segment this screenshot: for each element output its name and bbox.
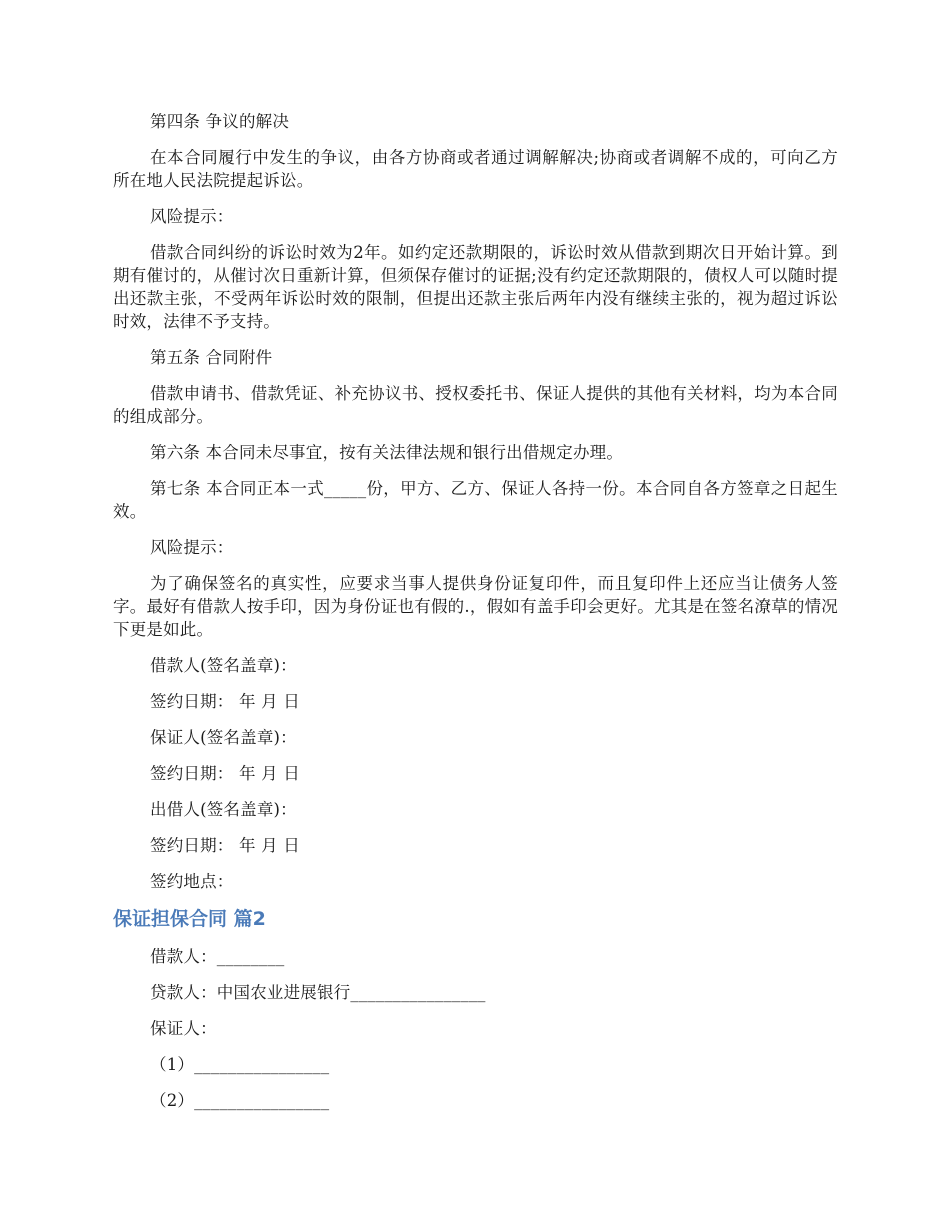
signature-lender: 出借人(签名盖章)： <box>150 800 297 819</box>
signature-place: 签约地点： <box>150 872 234 891</box>
document-page <box>113 110 838 1125</box>
article4-risk-label: 风险提示： <box>150 207 234 226</box>
signature-date-3: 签约日期： 年 月 日 <box>150 836 300 855</box>
section2-guarantor-2: （2）________________ <box>150 1091 330 1110</box>
article7-risk-label: 风险提示： <box>150 538 234 557</box>
article5-title: 第五条 合同附件 <box>150 348 273 367</box>
section2-heading: 保证担保合同 篇2 <box>113 908 266 930</box>
article4-body: 在本合同履行中发生的争议，由各方协商或者通过调解解决;协商或者调解不成的，可向乙方所在地人民法院提起诉讼。 <box>113 148 838 190</box>
section2-guarantor: 保证人： <box>150 1019 217 1038</box>
signature-date-2: 签约日期： 年 月 日 <box>150 764 300 783</box>
signature-guarantor: 保证人(签名盖章)： <box>150 728 297 747</box>
section2-guarantor-1: （1）________________ <box>150 1055 330 1074</box>
article7-risk-body: 为了确保签名的真实性，应要求当事人提供身份证复印件，而且复印件上还应当让债务人签字。最好有借款人按手印，因为身份证也有假的.，假如有盖手印会更好。尤其是在签名潦草的情况下更是如此。 <box>113 574 838 639</box>
article6-body: 第六条 本合同未尽事宜，按有关法律法规和银行出借规定办理。 <box>150 443 624 462</box>
article5-body: 借款申请书、借款凭证、补充协议书、授权委托书、保证人提供的其他有关材料，均为本合同的组成部分。 <box>113 384 838 426</box>
section2-lender: 贷款人：中国农业进展银行________________ <box>150 983 486 1002</box>
signature-date-1: 签约日期： 年 月 日 <box>150 692 300 711</box>
section2-borrower: 借款人：________ <box>150 947 285 966</box>
article4-title: 第四条 争议的解决 <box>150 112 290 131</box>
signature-borrower: 借款人(签名盖章)： <box>150 656 297 675</box>
article4-risk-body: 借款合同纠纷的诉讼时效为2年。如约定还款期限的，诉讼时效从借款到期次日开始计算。到期有催讨的，从催讨次日重新计算，但须保存催讨的证据;没有约定还款期限的，债权人可以随时提出还款主张，不受两年诉讼时效的限制，但提出还款主张后两年内没有继续主张的，视为超过诉讼时效，法律不予支持。 <box>113 243 838 331</box>
article7-body: 第七条 本合同正本一式_____份，甲方、乙方、保证人各持一份。本合同自各方签章之日起生效。 <box>113 479 838 521</box>
